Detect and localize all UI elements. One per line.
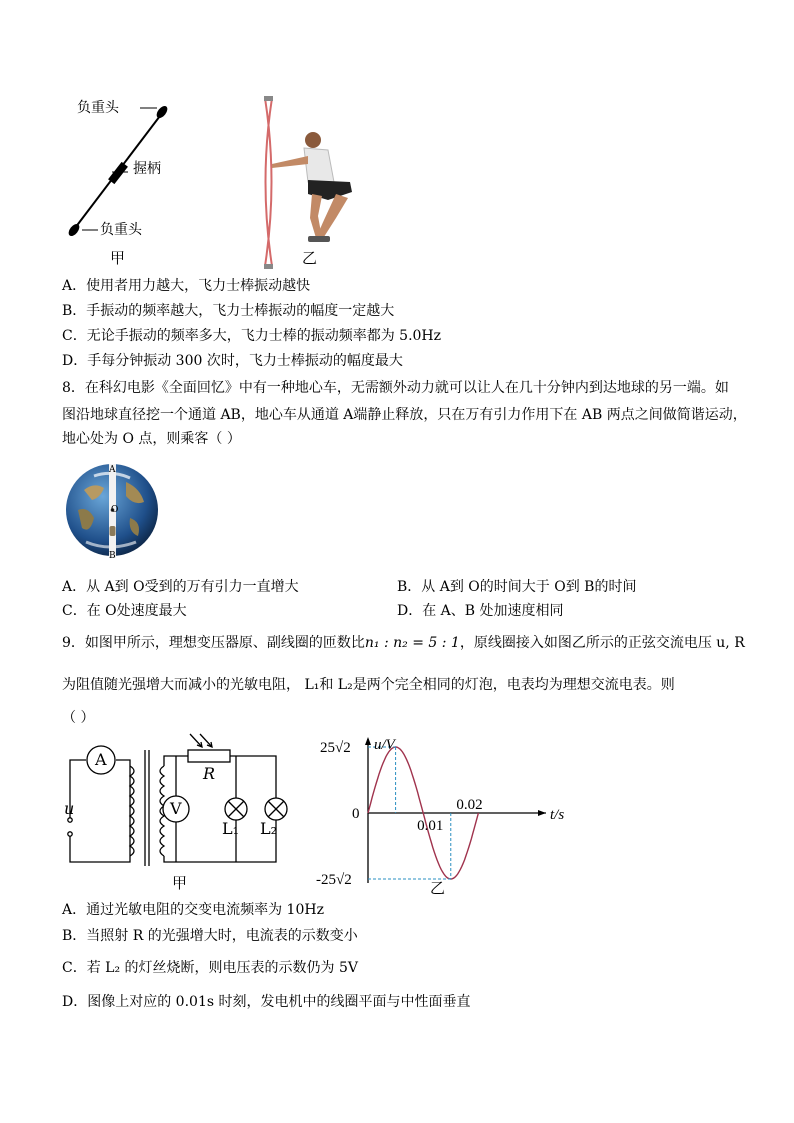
q9-option-d: D．图像上对应的 0.01s 时刻，发电机中的线圈平面与中性面垂直: [62, 994, 471, 1010]
q7-option-d: D．手每分钟振动 300 次时，飞力士棒振动的幅度最大: [62, 353, 403, 369]
q9-stem-line3: （ ）: [62, 710, 95, 726]
lamp-l2-label: L₂: [260, 819, 278, 838]
x-tick-label-002: 0.02: [456, 797, 483, 813]
photoresistor-r: [188, 750, 230, 762]
person-exercising-image: [264, 96, 352, 269]
label-weight-head-bottom: 负重头: [100, 222, 142, 238]
q8-option-c: C．在 O处速度最大: [62, 603, 187, 619]
source-label: u: [64, 799, 75, 818]
caption-yi-9: 乙: [430, 879, 446, 897]
voltage-time-chart: [310, 735, 600, 885]
q8-stem-line3: 地心处为 O 点，则乘客（ ）: [62, 431, 241, 447]
q9-stem-line2: 为阻值随光强增大而减小的光敏电阻， L₁和 L₂是两个完全相同的灯泡，电表均为理想交流电表。则: [62, 677, 675, 693]
earth-label-o: O: [111, 505, 119, 515]
q9-turns-ratio: n₁ : n₂ = 5 : 1: [364, 635, 460, 651]
caption-jia-7: 甲: [110, 249, 126, 267]
lamp-l1-label: L₁: [222, 819, 240, 838]
label-grip: 握柄: [133, 161, 161, 177]
ammeter-label: A: [95, 750, 107, 769]
earth-label-b: B: [109, 551, 116, 561]
x-tick-label-001: 0.01: [417, 818, 444, 834]
label-weight-head-top: 负重头: [77, 100, 119, 116]
x-axis-arrow: [538, 810, 546, 816]
q9-option-a: A．通过光敏电阻的交变电流频率为 10Hz: [62, 902, 324, 918]
y-axis-label: u/V: [374, 737, 395, 753]
resistor-label: R: [203, 764, 216, 783]
weight-head-bottom: [67, 222, 82, 238]
grip: [108, 162, 128, 184]
y-tick-label-zero: 0: [352, 806, 360, 822]
caption-jia-9: 甲: [172, 874, 188, 892]
q8-option-d: D．在 A、B 处加速度相同: [397, 603, 564, 619]
q9-stem-line1-a: 9．如图甲所示，理想变压器原、副线圈的匝数比: [62, 635, 365, 651]
q7-option-c: C．无论手振动的频率多大，飞力士棒的振动频率都为 5.0Hz: [62, 328, 442, 344]
q9-stem-line1: [62, 633, 745, 653]
weight-head-top: [155, 104, 170, 120]
q8-option-b: B．从 A到 O的时间大于 O到 B的时间: [397, 579, 637, 595]
q9-option-c: C．若 L₂ 的灯丝烧断，则电压表的示数仍为 5V: [62, 960, 358, 976]
y-axis-arrow: [365, 737, 371, 745]
q9-stem-line1-b: ，原线圈接入如图乙所示的正弦交流电压 u, R: [459, 635, 745, 651]
caption-yi-7: 乙: [302, 249, 318, 267]
q8-option-a: A．从 A到 O受到的万有引力一直增大: [62, 579, 299, 595]
y-tick-label-neg: -25√2: [316, 872, 352, 885]
x-axis-label: t/s: [550, 807, 565, 823]
earth-label-a: A: [109, 465, 116, 475]
q7-option-a: A．使用者用力越大，飞力士棒振动越快: [62, 278, 311, 294]
y-tick-label-pos: 25√2: [320, 740, 351, 756]
q9-option-b: B．当照射 R 的光强增大时，电流表的示数变小: [62, 928, 358, 944]
q8-stem-line2: 图沿地球直径挖一个通道 AB，地心车从通道 A端静止释放，只在万有引力作用下在 AB 两点之间做简谐运动，: [62, 407, 747, 423]
q7-option-b: B．手振动的频率越大，飞力士棒振动的幅度一定越大: [62, 303, 395, 319]
voltmeter-label: V: [170, 799, 182, 818]
q8-stem-line1: 8．在科幻电影《全面回忆》中有一种地心车，无需额外动力就可以让人在几十分钟内到达地球的另一端。如: [62, 380, 729, 396]
